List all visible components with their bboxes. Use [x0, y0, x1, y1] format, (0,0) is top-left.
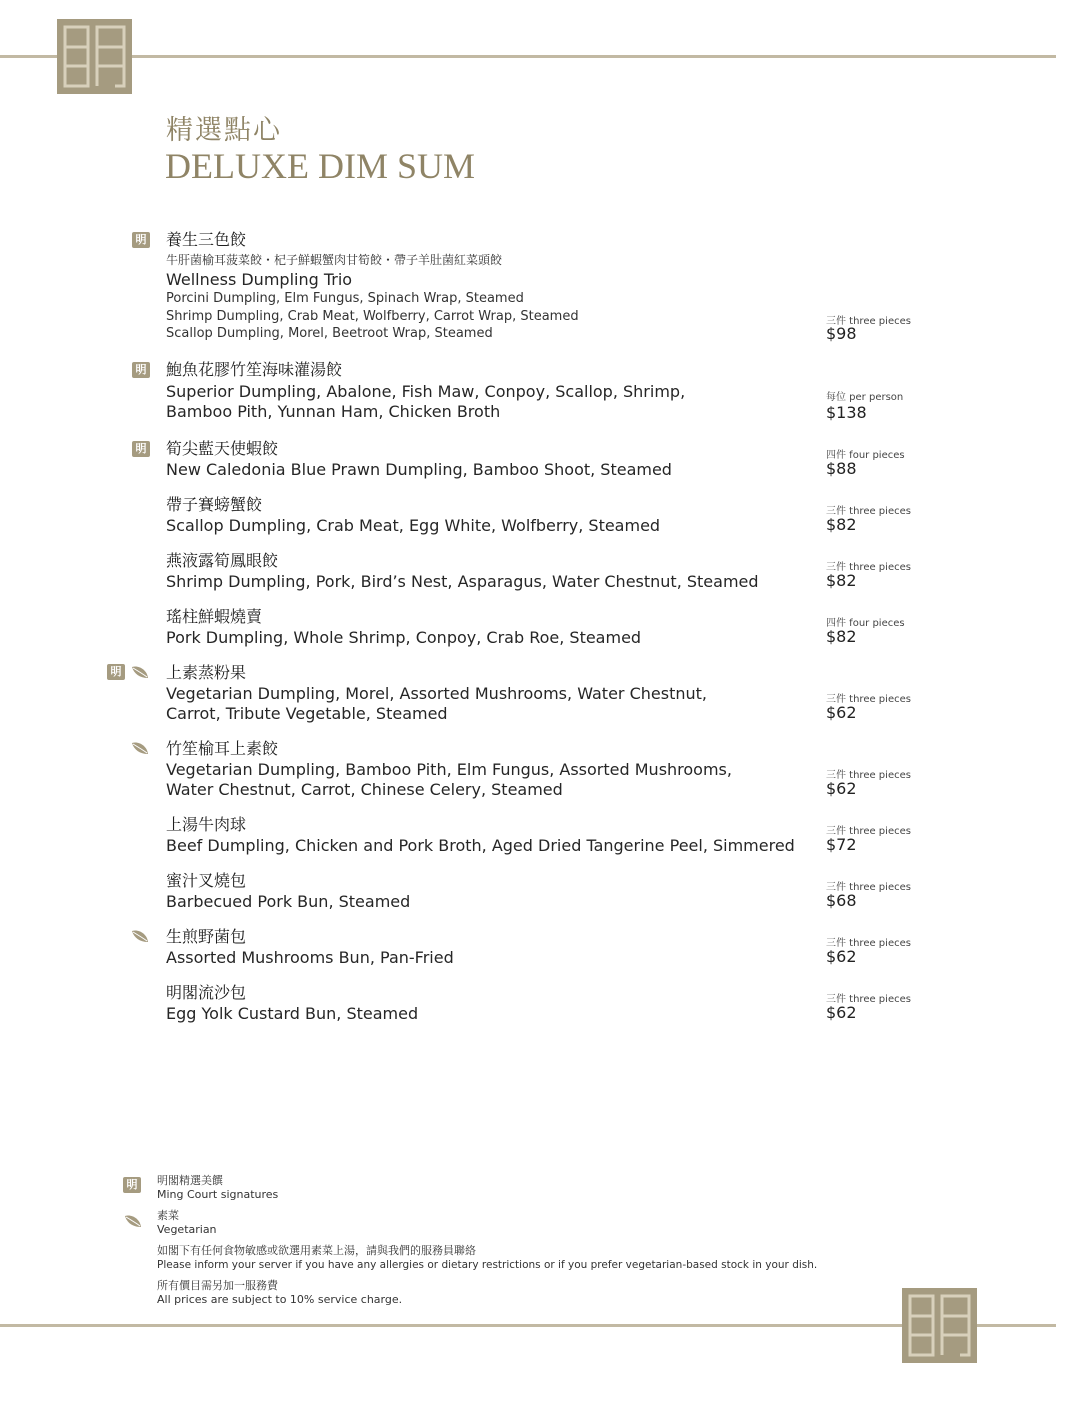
item-price: $138 — [826, 403, 867, 422]
vegetarian-leaf-icon — [130, 740, 150, 756]
ming-court-signature-icon: 明 — [132, 441, 150, 457]
item-price: $88 — [826, 459, 857, 478]
item-name-cn: 瑤柱鮮蝦燒賣 — [166, 607, 263, 626]
item-price: $72 — [826, 835, 857, 854]
menu-item — [166, 607, 641, 648]
item-unit: 三件 three pieces — [826, 994, 911, 1005]
allergy-note-en: Please inform your server if you have any allergies or dietary restrictions or if you prefer vegetarian-based stock in your dish. — [157, 1259, 818, 1271]
item-desc-cn: 牛肝菌榆耳菠菜餃・杞子鮮蝦蟹肉甘筍餃・帶子羊肚菌紅菜頭餃 — [166, 253, 503, 267]
item-price: $82 — [826, 627, 857, 646]
legend-vegetarian-en: Vegetarian — [157, 1223, 217, 1236]
menu-item — [166, 739, 732, 800]
item-price: $62 — [826, 947, 857, 966]
item-price: $62 — [826, 1003, 857, 1022]
item-name-cn: 竹笙榆耳上素餃 — [166, 739, 279, 758]
item-name-cn: 筍尖藍天使蝦餃 — [166, 439, 279, 458]
item-desc-line: Scallop Dumpling, Crab Meat, Egg White, Wolfberry, Steamed — [166, 516, 661, 535]
ming-court-signature-icon: 明 — [132, 232, 150, 248]
item-name-cn: 蜜汁叉燒包 — [166, 871, 247, 890]
item-price: $82 — [826, 571, 857, 590]
vegetarian-leaf-icon — [130, 928, 150, 944]
item-desc-line: Scallop Dumpling, Morel, Beetroot Wrap, Steamed — [166, 326, 493, 341]
item-price: $68 — [826, 891, 857, 910]
item-unit: 三件 three pieces — [826, 882, 911, 893]
item-desc-line: Assorted Mushrooms Bun, Pan-Fried — [166, 948, 454, 967]
menu-item — [166, 439, 672, 480]
service-charge-note-en: All prices are subject to 10% service charge. — [157, 1293, 403, 1306]
item-unit: 三件 three pieces — [826, 506, 911, 517]
item-name-en: Wellness Dumpling Trio — [166, 270, 353, 289]
item-unit: 三件 three pieces — [826, 316, 911, 327]
menu-item — [166, 551, 759, 592]
item-name-cn: 養生三色餃 — [166, 230, 247, 249]
item-desc-line: Barbecued Pork Bun, Steamed — [166, 892, 411, 911]
item-name-cn: 上湯牛肉球 — [166, 815, 247, 834]
page-title-english: DELUXE DIM SUM — [165, 146, 475, 186]
menu-item — [166, 230, 579, 343]
item-unit: 三件 three pieces — [826, 938, 911, 949]
service-charge-note-cn: 所有價目需另加一服務費 — [157, 1279, 278, 1292]
ming-court-logo-top — [57, 19, 132, 94]
menu-item — [166, 815, 795, 856]
item-name-cn: 明閣流沙包 — [166, 983, 247, 1002]
item-unit: 三件 three pieces — [826, 694, 911, 705]
item-unit: 四件 four pieces — [826, 450, 905, 461]
item-price: $98 — [826, 324, 857, 343]
menu-item — [166, 871, 410, 912]
vegetarian-leaf-icon — [123, 1213, 143, 1229]
legend-signature-cn: 明閣精選美饌 — [157, 1174, 223, 1187]
menu-item — [166, 663, 707, 724]
menu-item — [166, 360, 685, 422]
item-name-cn: 鮑魚花膠竹笙海味灌湯餃 — [166, 360, 343, 379]
item-unit: 三件 three pieces — [826, 562, 911, 573]
ming-court-signature-icon: 明 — [123, 1177, 141, 1193]
item-price: $82 — [826, 515, 857, 534]
ming-court-logo-bottom — [902, 1288, 977, 1363]
item-unit: 四件 four pieces — [826, 618, 905, 629]
item-name-cn: 燕液露筍鳳眼餃 — [166, 551, 279, 570]
menu-item — [166, 983, 418, 1024]
item-desc-line: Pork Dumpling, Whole Shrimp, Conpoy, Crab Roe, Steamed — [166, 628, 642, 647]
item-unit: 三件 three pieces — [826, 770, 911, 781]
item-price: $62 — [826, 779, 857, 798]
item-desc-line: Vegetarian Dumpling, Morel, Assorted Mushrooms, Water Chestnut, — [166, 684, 707, 703]
item-name-cn: 帶子賽螃蟹餃 — [166, 495, 263, 514]
item-desc-line: Carrot, Tribute Vegetable, Steamed — [166, 704, 448, 723]
item-desc-line: Water Chestnut, Carrot, Chinese Celery, Steamed — [166, 780, 563, 799]
allergy-note-cn: 如閣下有任何食物敏感或欲選用素菜上湯，請與我們的服務員聯絡 — [157, 1244, 476, 1257]
item-unit: 每位 per person — [826, 392, 904, 403]
menu-item — [166, 927, 454, 968]
item-desc-line: Egg Yolk Custard Bun, Steamed — [166, 1004, 419, 1023]
page-title-chinese: 精選點心 — [166, 115, 282, 146]
vegetarian-leaf-icon — [130, 664, 150, 680]
ming-court-signature-icon: 明 — [107, 664, 125, 680]
item-name-cn: 上素蒸粉果 — [166, 663, 247, 682]
item-desc-line: Bamboo Pith, Yunnan Ham, Chicken Broth — [166, 402, 501, 421]
item-price: $62 — [826, 703, 857, 722]
item-desc-line: Porcini Dumpling, Elm Fungus, Spinach Wrap, Steamed — [166, 291, 524, 306]
item-desc-line: Superior Dumpling, Abalone, Fish Maw, Conpoy, Scallop, Shrimp, — [166, 382, 686, 401]
item-name-cn: 生煎野菌包 — [166, 927, 247, 946]
menu-item — [166, 495, 660, 536]
legend-vegetarian-cn: 素菜 — [157, 1209, 179, 1222]
bottom-rule — [0, 1324, 1056, 1327]
legend-signature-en: Ming Court signatures — [157, 1188, 279, 1201]
item-desc-line: Vegetarian Dumpling, Bamboo Pith, Elm Fungus, Assorted Mushrooms, — [166, 760, 732, 779]
item-desc-line: Shrimp Dumpling, Pork, Bird’s Nest, Asparagus, Water Chestnut, Steamed — [166, 572, 759, 591]
ming-court-signature-icon: 明 — [132, 362, 150, 378]
item-desc-line: Beef Dumpling, Chicken and Pork Broth, Aged Dried Tangerine Peel, Simmered — [166, 836, 795, 855]
item-unit: 三件 three pieces — [826, 826, 911, 837]
top-rule — [0, 55, 1056, 58]
item-desc-line: Shrimp Dumpling, Crab Meat, Wolfberry, Carrot Wrap, Steamed — [166, 308, 579, 324]
item-desc-line: New Caledonia Blue Prawn Dumpling, Bamboo Shoot, Steamed — [166, 460, 672, 479]
